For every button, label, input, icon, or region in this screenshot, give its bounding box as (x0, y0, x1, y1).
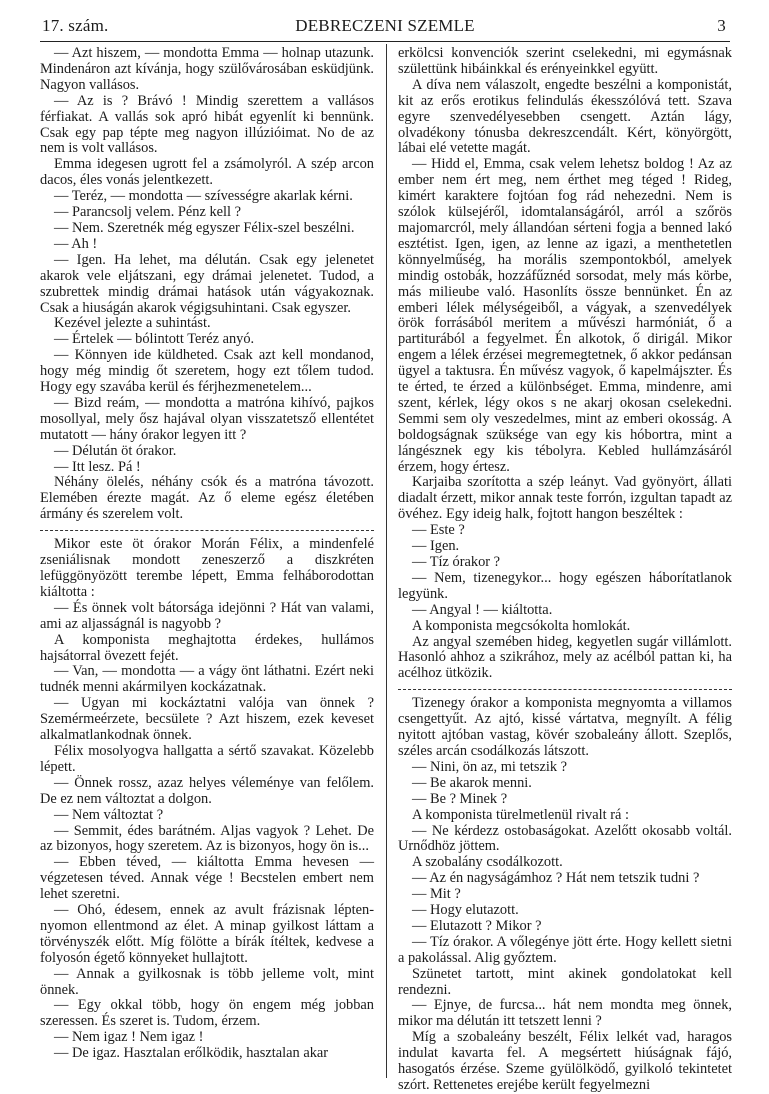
paragraph: — Mit ? (412, 886, 461, 903)
paragraph: — Az én nagyságámhoz ? Hát nem tetszik tudni ? (412, 870, 700, 887)
paragraph: — Elutazott ? Mikor ? (412, 917, 542, 934)
paragraph: Emma idegesen ugrott fel a zsámolyról. A szép arcon dacos, éles vonás jelentkezett. (40, 156, 374, 189)
paragraph: — Angyal ! — kiáltotta. (412, 601, 553, 618)
page-header (40, 16, 730, 38)
paragraph: A díva nem válaszolt, engedte beszélni a komponistát, kit az erős erotikus felindulás ékesszólóvá tett. Szava egyre szenvedélyesebben csengett. Aztán lágy, olvadékony tónusba dekreszcendált. Kért, könyörgött, lábai elé vetette magát. (398, 76, 732, 157)
section-separator (40, 530, 374, 531)
paragraph: — Ebben téved, — kiáltotta Emma hevesen — végzetesen téved. Annak vége ! Becstelen embert nem lehet szeretni. (40, 854, 374, 903)
paragraph: — Ah ! (54, 235, 98, 252)
column-divider (386, 44, 387, 1078)
paragraph: — Önnek rossz, azaz helyes véleménye van felőlem. De ez nem változtat a dolgon. (40, 774, 374, 807)
issue-number: 17. szám. (42, 16, 109, 35)
paragraph: Szünetet tartott, mint akinek gondolatokat kell rendezni. (398, 965, 732, 998)
paragraph: — Itt lesz. Pá ! (54, 458, 141, 475)
paragraph: — Van, — mondotta — a vágy önt láthatni. Ezért neki tudnék menni akármilyen kockázatnak. (40, 663, 374, 696)
paragraph: A komponista megcsókolta homlokát. (412, 617, 631, 634)
paragraph: — Ejnye, de furcsa... hát nem mondta meg önnek, mikor ma délután itt tetszett lenni ? (398, 997, 732, 1030)
paragraph: — Parancsolj velem. Pénz kell ? (54, 204, 242, 221)
page-number: 3 (717, 16, 726, 35)
paragraph: — Nem változtat ? (54, 806, 164, 823)
paragraph: Néhány ölelés, néhány csók és a matróna távozott. Elemében érezte magát. Az ő eleme egész életében ármány és szerelem volt. (40, 474, 374, 523)
paragraph: — Igen. (412, 538, 460, 555)
paragraph: — Az is ? Brávó ! Mindig szerettem a vallásos férfiakat. A vallás sok apró hibát egyenlít ki bennünk. Csak egy pap tépte meg nagyon illúzióimat. No de az nem is volt vallásos. (40, 92, 374, 157)
section-separator (398, 689, 732, 690)
journal-title: DEBRECZENI SZEMLE (295, 16, 475, 35)
paragraph: Míg a szobaleány beszélt, Félix lelkét vad, haragos indulat kavarta fel. A megsértett hiúságnak fájó, hasogatós érzése. Szeme gyülölködő, gyilkoló tekintetet szórt. Rettenetes erejébe került fegyelmezni (398, 1029, 732, 1093)
paragraph: Mikor este öt órakor Morán Félix, a mindenfelé zseniálisnak mondott zeneszerző a diszkréten lefüggönyözött terembe lépett, Emma felháborodottan kiáltotta : (40, 536, 374, 600)
paragraph: — Hogy elutazott. (412, 902, 519, 919)
right-column (398, 46, 732, 1094)
paragraph: — Ugyan mi kockáztatni valója van önnek ? Szemérmeérzete, becsülete ? Azt hiszem, ezek keveset alkalmatlankodnak önnek. (40, 695, 374, 744)
paragraph: — Egy okkal több, hogy ön engem még jobban szeressen. És szeret is. Tudom, érzem. (40, 997, 374, 1030)
paragraph: — Nem igaz ! Nem igaz ! (54, 1029, 204, 1046)
paragraph: A komponista meghajtotta érdekes, hullámos hajsátorral övezett fejét. (40, 631, 374, 664)
paragraph: — Nini, ön az, mi tetszik ? (412, 758, 568, 775)
paragraph: A komponista türelmetlenül rivalt rá : (412, 806, 630, 823)
paragraph: — Be ? Minek ? (412, 790, 508, 807)
paragraph: — Teréz, — mondotta — szívességre akarlak kérni. (54, 188, 353, 205)
paragraph: A szobalány csodálkozott. (412, 854, 563, 871)
paragraph: erkölcsi konvenciók szerint cselekedni, mi egymásnak születtünk hibáinkkal és erényeinkkel együtt. (398, 45, 732, 77)
paragraph: — Nem. Szeretnék még egyszer Félix-szel beszélni. (54, 219, 355, 236)
left-column (40, 46, 374, 1062)
paragraph: — Semmit, édes barátném. Aljas vagyok ? Lehet. De az bizonyos, hogy szeretem. Az is bizonyos, hogy ön is... (40, 822, 374, 855)
paragraph: — Tíz órakor. A vőlegénye jött érte. Hogy kellett sietni a pakolással. Alig győztem. (398, 933, 732, 966)
paragraph: Kezével jelezte a suhintást. (54, 315, 211, 332)
paragraph: — Nem, tizenegykor... hogy egészen háborítatlanok legyünk. (398, 569, 732, 602)
paragraph: — Azt hiszem, — mondotta Emma — holnap utazunk. Mindenáron azt kívánja, hogy szülővárosában esküdjünk. Nagyon vallásos. (40, 45, 374, 93)
paragraph: — Ohó, édesem, ennek az avult frázisnak lépten-nyomon ellentmond az élet. A minap gyilkost láttam a törvényszék előtt. Míg fölötte a bírák ítéltek, kedvese a folyosón égető könnyeket hullajtott. (40, 902, 374, 966)
paragraph: Az angyal szemében hideg, kegyetlen sugár villámlott. Hasonló ahhoz a szikrához, mely az acélból pattan ki, ha acélhoz ütközik. (398, 633, 732, 682)
paragraph: — Tíz órakor ? (412, 554, 501, 570)
paragraph: — Hidd el, Emma, csak velem lehetsz boldog ! Az az ember nem ért meg, nem érthet meg téged ! Rideg, kimért karaktere fojtóan fog rád nehezedni. Nem is szólok külsejéről, idomtalanságáról, arról a szőrös majomarcról, mely állandóan sérteni fogja a benned lakó esztétist. Igen, igen, az lenne az igazi, a menthetetlen könnyelműség, ha morális szempontokból, amelyek mindig ostobák, hozzáfűznéd sorsodat, mely más körbe, más milieube való. Hasonlíts össze bennünket. Én az emberi lélek mélységeiből, a vágyak, a szenvedélyek örök forrásából meritem a művészi harmóniát, ő a partiturából a fegyelmet. Én alkotok, ő dirigál. Mikor engem a lélek érzései megremegtetnek, ő akkor pedánsan ügyel a taktusra. Én művész vagyok, ő kapelmájszter. És te érted, te érzed a különbséget. Emma, mindenre, ami szent, kérlek, légy okos s ne akarj okosan cselekedni. Semmi sem oly veszedelmes, mint az emberi okosság. A boldogságnak szüksége van egy kis hóbortra, mint a lángésznek egy kis tébolyra. Kebled hullámzásáról érzem, hogy értesz. (398, 156, 732, 475)
paragraph: — De igaz. Hasztalan erőlködik, hasztalan akar (54, 1045, 329, 1062)
paragraph: — Igen. Ha lehet, ma délután. Csak egy jelenetet akarok vele eljátszani, egy drámai jelenetet. Tudod, a szubrettek mindig drámai hatások után vágyakoznak. Csak a hiuságán akarok végigsuhintani. Csak egyszer. (40, 251, 374, 316)
paragraph: — És önnek volt bátorsága idejönni ? Hát van valami, ami az aljasságnál is nagyobb ? (40, 599, 374, 632)
paragraph: — Annak a gyilkosnak is több jelleme volt, mint önnek. (40, 965, 374, 998)
paragraph: — Értelek — bólintott Teréz anyó. (54, 331, 255, 348)
paragraph: — Este ? (412, 522, 465, 539)
paragraph: — Be akarok menni. (412, 774, 532, 791)
paragraph: Tizenegy órakor a komponista megnyomta a villamos csengettyűt. Az ajtó, kissé vártatva, megnyílt. A félig nyitott ajtóban vastag, kövér szobaleány állott. Szeplős, széles arcán csodálkozás látszott. (398, 695, 732, 759)
paragraph: — Délután öt órakor. (54, 442, 177, 459)
paragraph: Karjaiba szorította a szép leányt. Vad gyönyört, állati diadalt érzett, mikor annak teste forrón, izgultan tapadt az övéhez. Egy ideig halk, fojtott hangon beszéltek : (398, 474, 732, 523)
paragraph: — Könnyen ide küldheted. Csak azt kell mondanod, hogy még mindig őt szeretem, hogy ezt tőlem tudod. Hogy egy szavába kerül és férjhezmenetelem... (40, 347, 374, 396)
paragraph: — Ne kérdezz ostobaságokat. Azelőtt okosabb voltál. Urnődhöz jöttem. (398, 822, 732, 855)
paragraph: — Bizd reám, — mondotta a matróna kihívó, pajkos mosollyal, mely ősz hajával olyan visszatetsző ellentétet mutatott — hány órakor legyen itt ? (40, 394, 374, 443)
header-rule (40, 41, 730, 42)
paragraph: Félix mosolyogva hallgatta a sértő szavakat. Közelebb lépett. (40, 742, 374, 775)
